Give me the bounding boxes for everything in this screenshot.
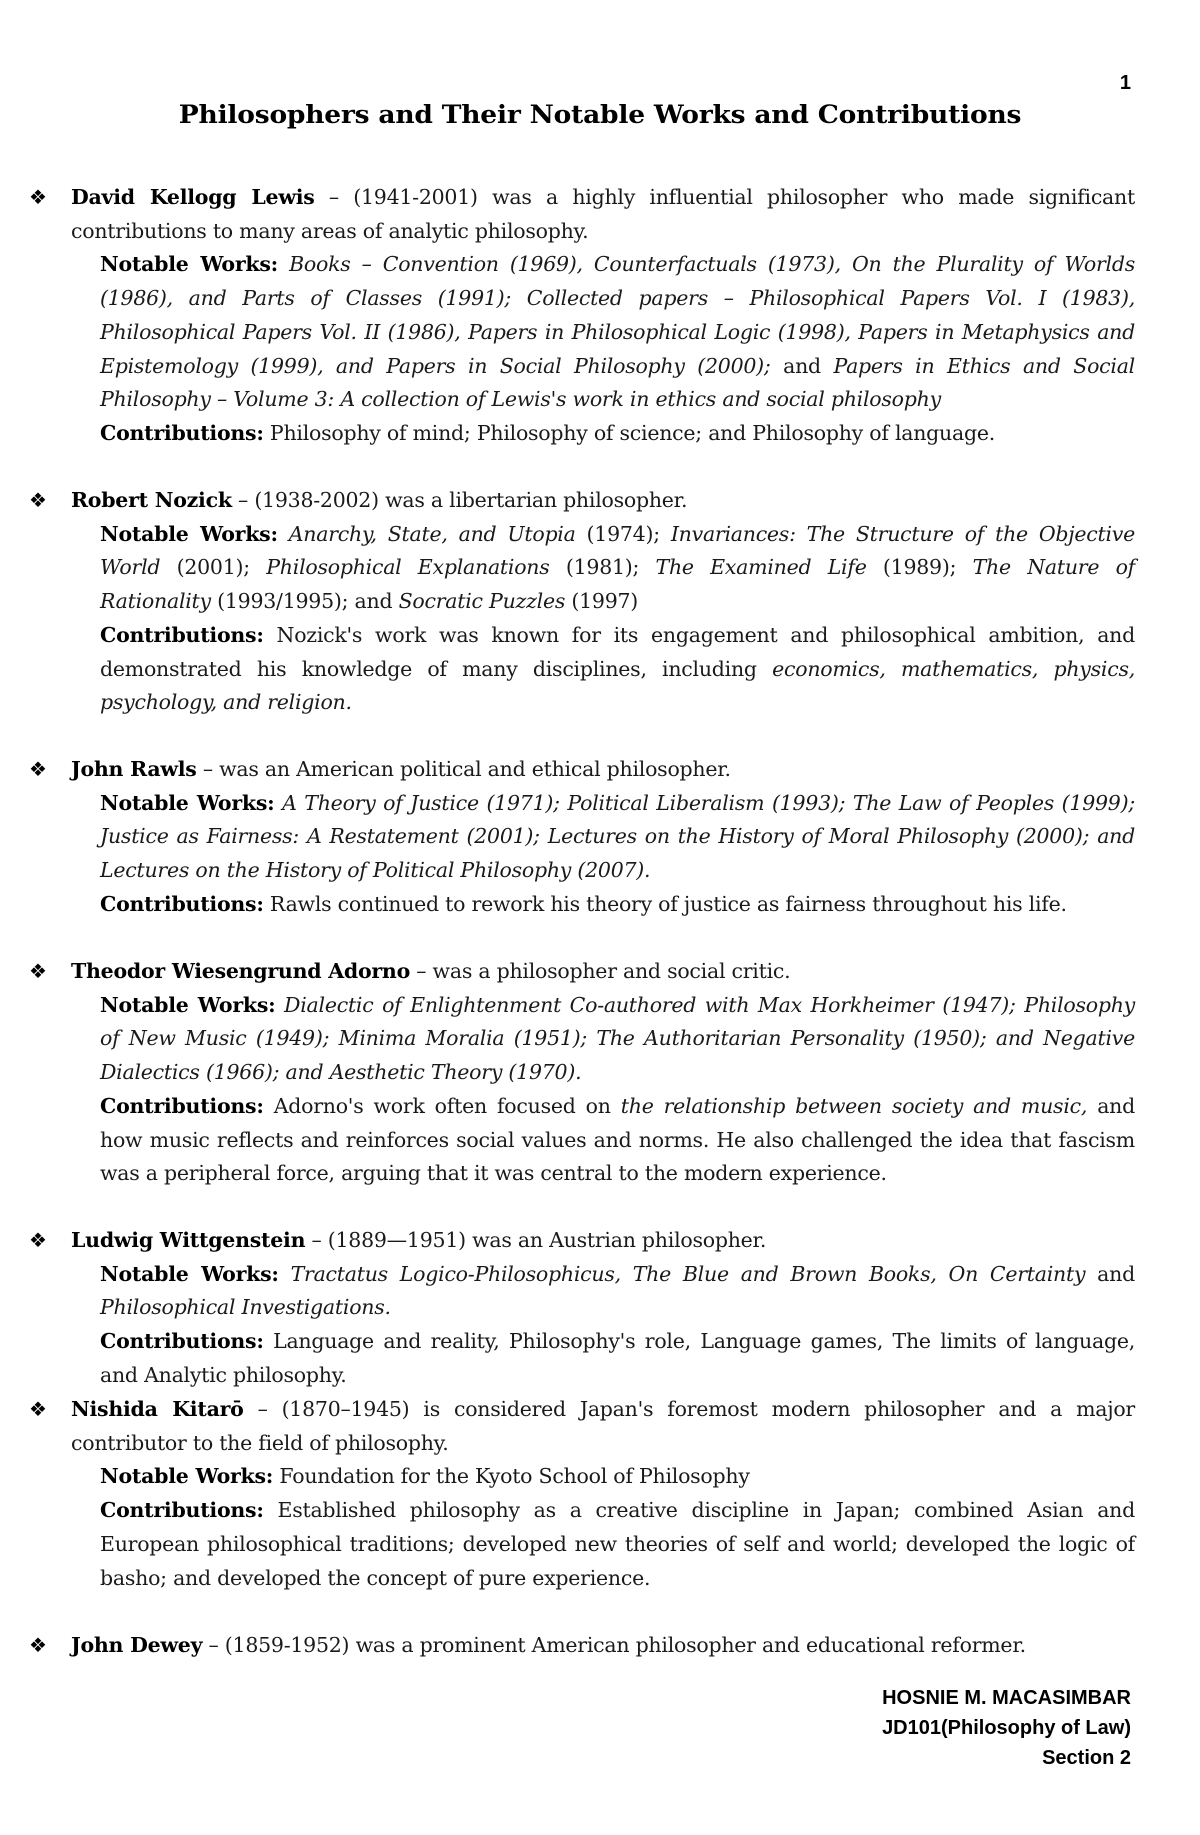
notable-works: Notable Works: Books – Convention (1969), Counterfactuals (1973), On the Plurality of Worlds (1986), and Parts of Classes (1991); Collected papers – Philosophical Papers Vol. I (1983), Philosophical Papers Vol. II (1986), Papers in Philosophical Logic (1998), Papers in Metaphysics and Epistemology (1999), and Papers in Social Philosophy (2000); and Papers in Ethics and Social Philosophy – Volume 3: A collection of Lewis's work in ethics and social philosophy — [100, 252, 1135, 412]
course-label: JD101(Philosophy of Law) — [882, 1717, 1131, 1739]
page-title: Philosophers and Their Notable Works and Contributions — [178, 100, 1022, 129]
philosopher-entry-dewey: ❖ John Dewey – (1859-1952) was a prominent American philosopher and educational reformer. — [71, 1629, 1135, 1663]
philosopher-entry-rawls: ❖ John Rawls – was an American political and ethical philosopher. Notable Works: A Theory of Justice (1971); Political Liberalism (1993); The Law of Peoples (1999); Justice as Fairness: A Restatement (2001); Lectures on the History of Moral Philosophy (2000); and Lectures on the History of Political Philosophy (2007). Contributions: Rawls continued to rework his theory of justice as fairness throughout his life. — [71, 753, 1135, 922]
page-number: 1 — [1119, 72, 1131, 94]
philosopher-name: David Kellogg Lewis — [71, 185, 315, 209]
diamond-bullet-icon: ❖ — [29, 1633, 47, 1657]
contributions: Contributions: Language and reality, Philosophy's role, Language games, The limits of language, and Analytic philosophy. — [100, 1329, 1135, 1387]
author-footer — [882, 1683, 1131, 1773]
philosopher-name: Robert Nozick — [71, 488, 232, 512]
contributions: Contributions: Established philosophy as a creative discipline in Japan; combined Asian and European philosophical traditions; developed new theories of self and world; developed the logic of basho; and developed the concept of pure experience. — [100, 1498, 1135, 1590]
notable-works: Notable Works: Tractatus Logico-Philosophicus, The Blue and Brown Books, On Certainty and Philosophical Investigations. — [100, 1261, 1135, 1320]
notable-works: Notable Works: Anarchy, State, and Utopia (1974); Invariances: The Structure of the Objective World (2001); Philosophical Explanations (1981); The Examined Life (1989); The Nature of Rationality (1993/1995); and Socratic Puzzles (1997) — [100, 521, 1135, 614]
philosopher-name: Nishida Kitarō — [71, 1397, 244, 1421]
contributions: Contributions: Adorno's work often focused on the relationship between society and music, and how music reflects and reinforces social values and norms. He also challenged the idea that fascism was a peripheral force, arguing that it was central to the modern experience. — [100, 1093, 1135, 1186]
diamond-bullet-icon: ❖ — [29, 757, 47, 781]
diamond-bullet-icon: ❖ — [29, 1397, 47, 1421]
notable-works: Notable Works: Dialectic of Enlightenment Co-authored with Max Horkheimer (1947); Philosophy of New Music (1949); Minima Moralia (1951); The Authoritarian Personality (1950); and Negative Dialectics (1966); and Aesthetic Theory (1970). — [100, 992, 1135, 1085]
philosopher-name: John Dewey — [71, 1633, 203, 1657]
philosopher-entry-nishida: ❖ Nishida Kitarō – (1870–1945) is considered Japan's foremost modern philosopher and a major contributor to the field of philosophy. Notable Works: Foundation for the Kyoto School of Philosophy Contributions: Established philosophy as a creative discipline in Japan; combined Asian and European philosophical traditions; developed new theories of self and world; developed the logic of basho; and developed the concept of pure experience. — [71, 1393, 1135, 1595]
philosopher-name: Ludwig Wittgenstein — [71, 1228, 306, 1252]
philosopher-entry-adorno: ❖ Theodor Wiesengrund Adorno – was a philosopher and social critic. Notable Works: Dialectic of Enlightenment Co-authored with Max Horkheimer (1947); Philosophy of New Music (1949); Minima Moralia (1951); The Authoritarian Personality (1950); and Negative Dialectics (1966); and Aesthetic Theory (1970). Contributions: Adorno's work often focused on the relationship between society and music, and how music reflects and reinforces social values and norms. He also challenged the idea that fascism was a peripheral force, arguing that it was central to the modern experience. — [71, 955, 1135, 1191]
contributions: Contributions: Philosophy of mind; Philosophy of science; and Philosophy of language. — [100, 420, 995, 445]
philosopher-name: Theodor Wiesengrund Adorno — [71, 959, 411, 983]
notable-works: Notable Works: A Theory of Justice (1971); Political Liberalism (1993); The Law of Peoples (1999); Justice as Fairness: A Restatement (2001); Lectures on the History of Moral Philosophy (2000); and Lectures on the History of Political Philosophy (2007). — [100, 790, 1136, 883]
philosopher-entry-lewis: ❖ David Kellogg Lewis – (1941-2001) was a highly influential philosopher who made significant contributions to many areas of analytic philosophy. Notable Works: Books – Convention (1969), Counterfactuals (1973), On the Plurality of Worlds (1986), and Parts of Classes (1991); Collected papers – Philosophical Papers Vol. I (1983), Philosophical Papers Vol. II (1986), Papers in Philosophical Logic (1998), Papers in Metaphysics and Epistemology (1999), and Papers in Social Philosophy (2000); and Papers in Ethics and Social Philosophy – Volume 3: A collection of Lewis's work in ethics and social philosophy Contributions: Philosophy of mind; Philosophy of science; and Philosophy of language. — [71, 181, 1135, 451]
contributions: Contributions: Nozick's work was known for its engagement and philosophical ambition, and demonstrated his knowledge of many disciplines, including economics, mathematics, physics, psychology, and religion. — [100, 622, 1135, 715]
diamond-bullet-icon: ❖ — [29, 959, 47, 983]
philosopher-entry-wittgenstein: ❖ Ludwig Wittgenstein – (1889—1951) was an Austrian philosopher. Notable Works: Tractatus Logico-Philosophicus, The Blue and Brown Books, On Certainty and Philosophical Investigations. Contributions: Language and reality, Philosophy's role, Language games, The limits of language, and Analytic philosophy. — [71, 1224, 1135, 1393]
notable-works: Notable Works: Foundation for the Kyoto School of Philosophy — [100, 1464, 750, 1489]
diamond-bullet-icon: ❖ — [29, 488, 47, 512]
contributions: Contributions: Rawls continued to rework his theory of justice as fairness throughout his life. — [100, 891, 1067, 916]
author-name: HOSNIE M. MACASIMBAR — [882, 1687, 1131, 1709]
philosopher-entry-nozick: ❖ Robert Nozick – (1938-2002) was a libertarian philosopher. Notable Works: Anarchy, State, and Utopia (1974); Invariances: The Structure of the Objective World (2001); Philosophical Explanations (1981); The Examined Life (1989); The Nature of Rationality (1993/1995); and Socratic Puzzles (1997) Contributions: Nozick's work was known for its engagement and philosophical ambition, and demonstrated his knowledge of many disciplines, including economics, mathematics, physics, psychology, and religion. — [71, 484, 1135, 720]
philosopher-name: John Rawls — [71, 757, 197, 781]
diamond-bullet-icon: ❖ — [29, 1228, 47, 1252]
diamond-bullet-icon: ❖ — [29, 185, 47, 209]
section-label: Section 2 — [1042, 1747, 1131, 1769]
